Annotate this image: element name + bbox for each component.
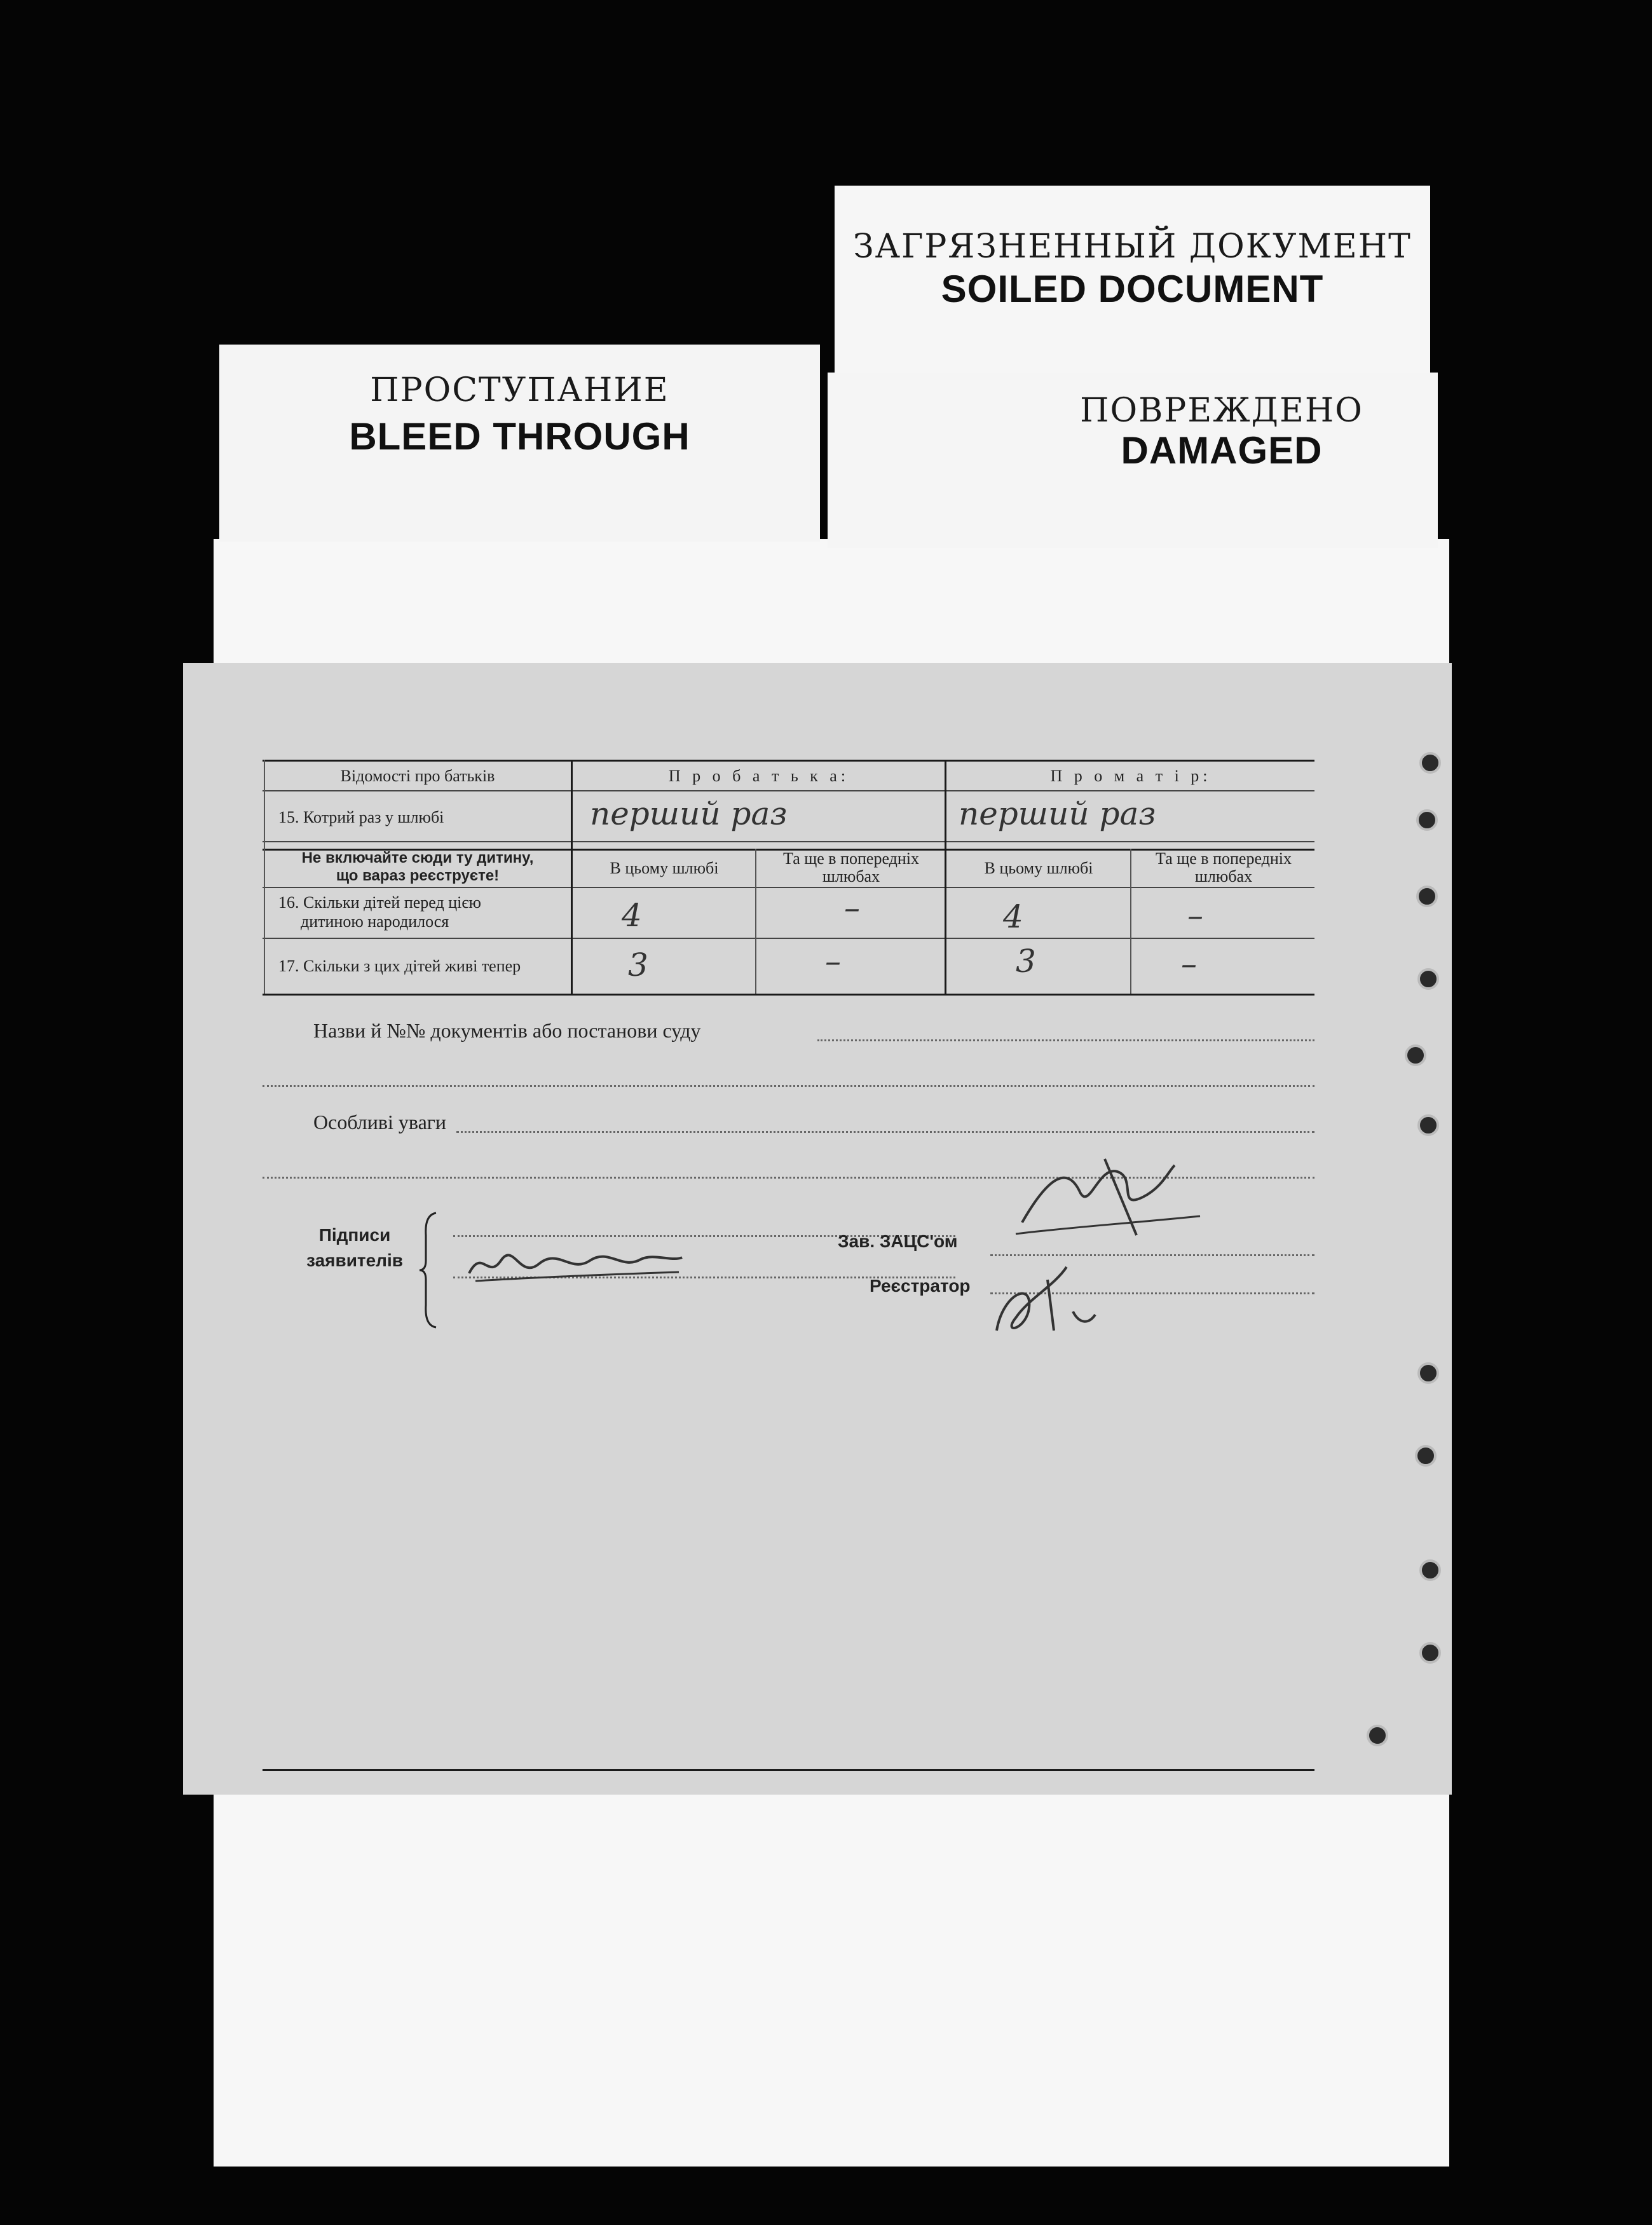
mother-prev-line-1: Та ще в попередніх [1155,849,1292,868]
row17-mother-this: 3 [1016,943,1036,980]
header-about-father: П р о б а т ь к а: [668,767,850,785]
binding-hole [1417,1362,1439,1384]
binding-hole [1416,886,1438,907]
note-line-1: Не включайте сюди ту дитину, [301,849,534,866]
row16-label-line-1: 16. Скільки дітей перед цією [278,893,481,912]
father-prev-line-2: шлюбах [822,867,880,886]
row15-bottom-rule [263,841,1314,842]
row15-label: 15. Котрий раз у шлюбі [278,808,444,826]
binding-hole [1419,1642,1441,1664]
applicants-line-1: Підписи [318,1225,391,1245]
row17-father-this: 3 [628,947,648,983]
row15-father-value: перший раз [590,795,788,832]
mother-in-previous-marriages [1133,850,1314,886]
row15-mother-value: перший раз [959,795,1156,832]
col-divider-2 [755,849,756,994]
parents-info-form [183,663,1452,1795]
father-in-this-marriage: В цьому шлюбі [610,859,719,877]
damaged-label-en: DAMAGED [1121,429,1323,472]
table-bottom-rule [263,994,1314,996]
note-bottom-rule [263,887,1314,888]
binding-hole [1367,1725,1388,1746]
registrar-label: Реєстратор [870,1276,971,1296]
row17-label: 17. Скільки з цих дітей живі тепер [278,957,521,975]
binding-hole [1405,1044,1426,1066]
damaged-label-ru: ПОВРЕЖДЕНО [1080,392,1363,430]
documents-dotted-line-1 [817,1039,1314,1041]
binding-hole [1415,1445,1437,1467]
table-header-rule [263,790,1314,791]
remarks-dotted-line-1 [456,1131,1314,1133]
registrar-signature [978,1254,1130,1343]
row16-label [278,893,564,931]
head-signature [1009,1153,1213,1242]
row16-bottom-rule [263,938,1314,939]
applicant-signature [463,1235,692,1292]
col-divider-1 [571,760,573,994]
father-in-previous-marriages [758,850,945,886]
row17-mother-prev: – [1181,945,1197,982]
binding-hole [1417,1114,1439,1136]
soiled-label-en: SOILED DOCUMENT [941,268,1324,310]
father-prev-line-1: Та ще в попередніх [782,849,920,868]
header-parents-info: Відомості про батьків [340,767,495,785]
col-divider-3 [945,760,946,994]
applicants-brace [417,1210,442,1331]
applicants-signatures-label [297,1222,412,1273]
row16-mother-prev: – [1187,897,1203,934]
applicants-line-2: заявителів [306,1250,403,1270]
bleed-label-en: BLEED THROUGH [349,415,690,458]
row16-label-line-2: дитиною народилося [301,912,449,931]
remarks-label: Особливі уваги [313,1111,447,1133]
table-left-border [264,760,265,994]
binding-hole [1419,752,1441,774]
header-about-mother: П р о м а т і р: [1050,767,1212,785]
row17-father-prev: – [825,943,841,980]
mother-in-this-marriage: В цьому шлюбі [984,859,1093,877]
binding-hole [1417,968,1439,990]
soiled-document-label [835,186,1430,384]
damaged-label [828,373,1438,548]
note-line-2: що вараз реєструєте! [336,867,500,884]
note-exclude-child [266,849,570,885]
row16-mother-this: 4 [1003,898,1023,935]
binding-hole [1416,809,1438,831]
row16-father-this: 4 [622,897,642,934]
col-divider-4 [1130,849,1131,994]
row16-father-prev: – [844,889,860,926]
soiled-label-ru: ЗАГРЯЗНЕННЫЙ ДОКУМЕНТ [853,228,1412,266]
head-registry-label: Зав. ЗАЦС'ом [838,1231,958,1251]
documents-dotted-line-2 [263,1085,1314,1087]
bleed-label-ru: ПРОСТУПАНИЕ [370,371,669,409]
table-top-rule [263,760,1314,762]
mother-prev-line-2: шлюбах [1194,867,1253,886]
binding-hole [1419,1559,1441,1581]
bleed-through-label [219,345,820,542]
form-bottom-rule [263,1769,1314,1771]
documents-label: Назви й №№ документів або постанови суду [313,1019,701,1042]
